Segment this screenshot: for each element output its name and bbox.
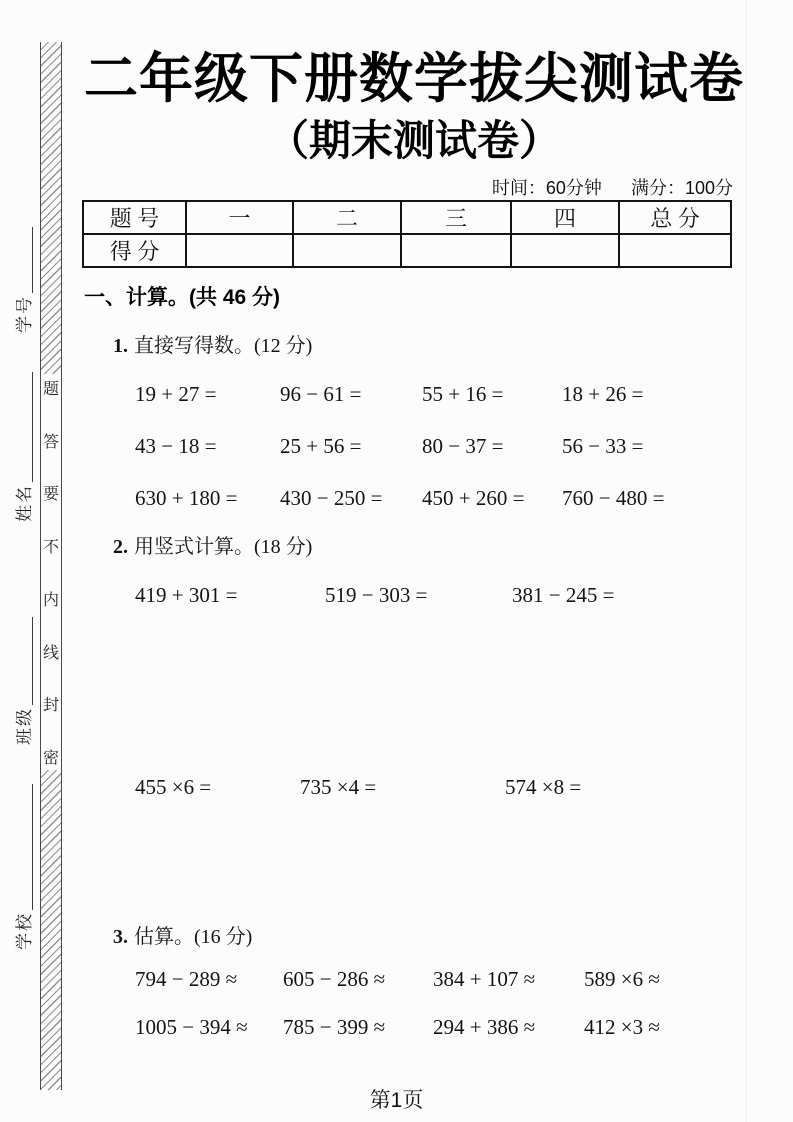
column-method-row-1 <box>0 582 793 608</box>
subsection-1-title: 直接写得数。(12 分) <box>134 335 313 357</box>
student-id-blank-line <box>32 227 33 293</box>
margin-field-school <box>12 784 36 950</box>
mental-math-row-3 <box>0 485 793 511</box>
score-cell <box>402 235 512 268</box>
problem: 96 − 61 = <box>280 382 362 406</box>
problem: 630 + 180 = <box>135 486 238 510</box>
problem: 25 + 56 = <box>280 434 362 458</box>
seal-char: 不 <box>42 539 59 557</box>
problem: 381 − 245 = <box>512 583 615 607</box>
score-table-col-1: 一 <box>187 202 294 235</box>
estimation-row-2 <box>0 1014 793 1040</box>
exam-meta <box>492 174 733 200</box>
school-blank-line <box>32 784 33 910</box>
problem: 785 − 399 ≈ <box>283 1015 386 1039</box>
page-title: 二年级下册数学拔尖测试卷 <box>84 49 744 109</box>
seal-char: 要 <box>42 486 59 504</box>
problem: 56 − 33 = <box>562 434 644 458</box>
full-score-info: 满分：100分 <box>630 178 733 198</box>
problem: 80 − 37 = <box>422 434 504 458</box>
subsection-2-title: 用竖式计算。(18 分) <box>134 536 313 558</box>
problem: 419 + 301 = <box>135 583 238 607</box>
scan-edge-line <box>746 0 747 1122</box>
subsection-3-title: 估算。(16 分) <box>134 926 253 948</box>
section-1-heading: 一、计算。(共 46 分) <box>84 286 281 309</box>
score-table-corner: 题 号 <box>84 202 187 235</box>
problem: 412 ×3 ≈ <box>584 1015 660 1039</box>
margin-field-class <box>12 617 36 745</box>
seal-hatch-bottom <box>41 770 61 1090</box>
subsection-1-number: 1. <box>113 335 128 357</box>
problem: 18 + 26 = <box>562 382 644 406</box>
subsection-3-number: 3. <box>113 926 128 948</box>
estimation-row-1 <box>0 966 793 992</box>
seal-char: 线 <box>42 644 59 662</box>
subsection-1-heading <box>113 329 312 358</box>
problem: 605 − 286 ≈ <box>283 967 386 991</box>
problem: 450 + 260 = <box>422 486 525 510</box>
problem: 455 ×6 = <box>135 775 212 799</box>
score-cell <box>620 235 732 268</box>
page-number: 第1页 <box>369 1089 424 1112</box>
column-method-row-2 <box>0 774 793 800</box>
class-label: 班级 <box>15 707 34 745</box>
subsection-2-number: 2. <box>113 536 128 558</box>
seal-char: 题 <box>42 381 59 398</box>
score-cell <box>294 235 402 268</box>
seal-hatch-top <box>41 42 61 374</box>
problem: 19 + 27 = <box>135 382 217 406</box>
problem: 55 + 16 = <box>422 382 504 406</box>
score-table-col-total: 总 分 <box>620 202 732 235</box>
subsection-3-heading <box>113 920 252 949</box>
score-cell <box>512 235 620 268</box>
score-row-label: 得 分 <box>84 235 187 268</box>
score-table <box>82 200 732 268</box>
problem: 519 − 303 = <box>325 583 428 607</box>
problem: 294 + 386 ≈ <box>433 1015 536 1039</box>
seal-line-strip <box>40 42 62 1090</box>
seal-char: 密 <box>42 749 59 767</box>
mental-math-row-1 <box>0 381 793 407</box>
problem: 589 ×6 ≈ <box>584 967 660 991</box>
school-label: 学校 <box>15 912 34 950</box>
problem: 384 + 107 ≈ <box>433 967 536 991</box>
seal-char: 答 <box>42 433 59 451</box>
mental-math-row-2 <box>0 433 793 459</box>
seal-char: 封 <box>42 697 59 715</box>
problem: 430 − 250 = <box>280 486 383 510</box>
score-table-col-2: 二 <box>294 202 402 235</box>
student-id-label: 学号 <box>15 295 34 333</box>
problem: 794 − 289 ≈ <box>135 967 238 991</box>
score-table-col-4: 四 <box>512 202 620 235</box>
score-cell <box>187 235 294 268</box>
seal-char: 内 <box>42 591 59 609</box>
problem: 760 − 480 = <box>562 486 665 510</box>
subsection-2-heading <box>113 530 312 559</box>
margin-field-student-id <box>12 227 36 333</box>
class-blank-line <box>32 617 33 705</box>
problem: 574 ×8 = <box>505 775 582 799</box>
score-table-col-3: 三 <box>402 202 512 235</box>
problem: 43 − 18 = <box>135 434 217 458</box>
time-info: 时间：60分钟 <box>491 178 602 198</box>
name-label: 姓名 <box>15 484 34 522</box>
page-subtitle: （期末测试卷） <box>266 117 561 164</box>
problem: 1005 − 394 ≈ <box>135 1015 248 1039</box>
problem: 735 ×4 = <box>300 775 377 799</box>
